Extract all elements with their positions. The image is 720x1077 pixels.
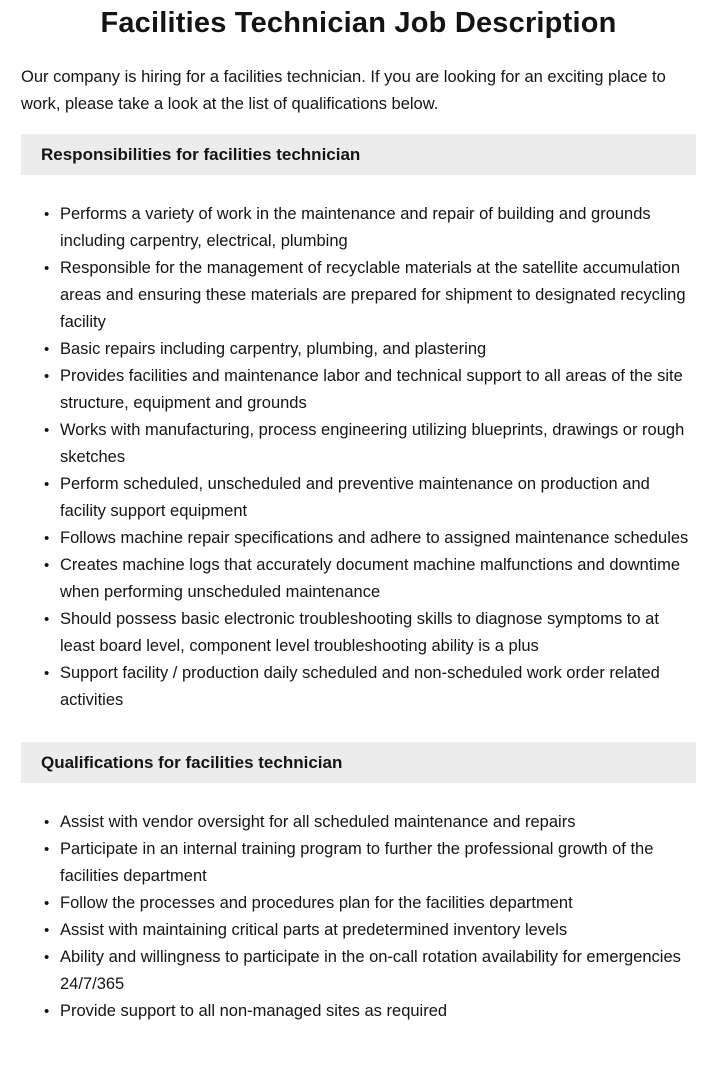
list-item: • Support facility / production daily scheduled and non-scheduled work order related activities [60, 660, 696, 714]
list-item: • Assist with maintaining critical parts at predetermined inventory levels [60, 917, 696, 944]
list-item: • Perform scheduled, unscheduled and preventive maintenance on production and facility support equipment [60, 471, 696, 525]
responsibilities-list [21, 201, 696, 714]
list-item: • Participate in an internal training program to further the professional growth of the facilities department [60, 836, 696, 890]
page-title: Facilities Technician Job Description [100, 7, 617, 39]
section-header-qualifications: Qualifications for facilities technician [21, 742, 696, 783]
list-item: • Works with manufacturing, process engineering utilizing blueprints, drawings or rough sketches [60, 417, 696, 471]
section-header-responsibilities: Responsibilities for facilities technician [21, 134, 696, 175]
list-item: • Should possess basic electronic troubleshooting skills to diagnose symptoms to at least board level, component level troubleshooting ability is a plus [60, 606, 696, 660]
list-item: • Follow the processes and procedures plan for the facilities department [60, 890, 696, 917]
intro-paragraph: Our company is hiring for a facilities technician. If you are looking for an exciting place to work, please take a look at the list of qualifications below. [21, 68, 666, 113]
list-item: • Ability and willingness to participate in the on-call rotation availability for emergencies 24/7/365 [60, 944, 696, 998]
list-item: • Performs a variety of work in the maintenance and repair of building and grounds including carpentry, electrical, plumbing [60, 201, 696, 255]
list-item: • Follows machine repair specifications and adhere to assigned maintenance schedules [60, 525, 696, 552]
list-item: • Responsible for the management of recyclable materials at the satellite accumulation areas and ensuring these materials are prepared for shipment to designated recycling facility [60, 255, 696, 336]
qualifications-list [21, 809, 696, 1025]
list-item: • Basic repairs including carpentry, plumbing, and plastering [60, 336, 696, 363]
list-item: • Assist with vendor oversight for all scheduled maintenance and repairs [60, 809, 696, 836]
list-item: • Provide support to all non-managed sites as required [60, 998, 696, 1025]
list-item: • Provides facilities and maintenance labor and technical support to all areas of the site structure, equipment and grounds [60, 363, 696, 417]
list-item: • Creates machine logs that accurately document machine malfunctions and downtime when performing unscheduled maintenance [60, 552, 696, 606]
